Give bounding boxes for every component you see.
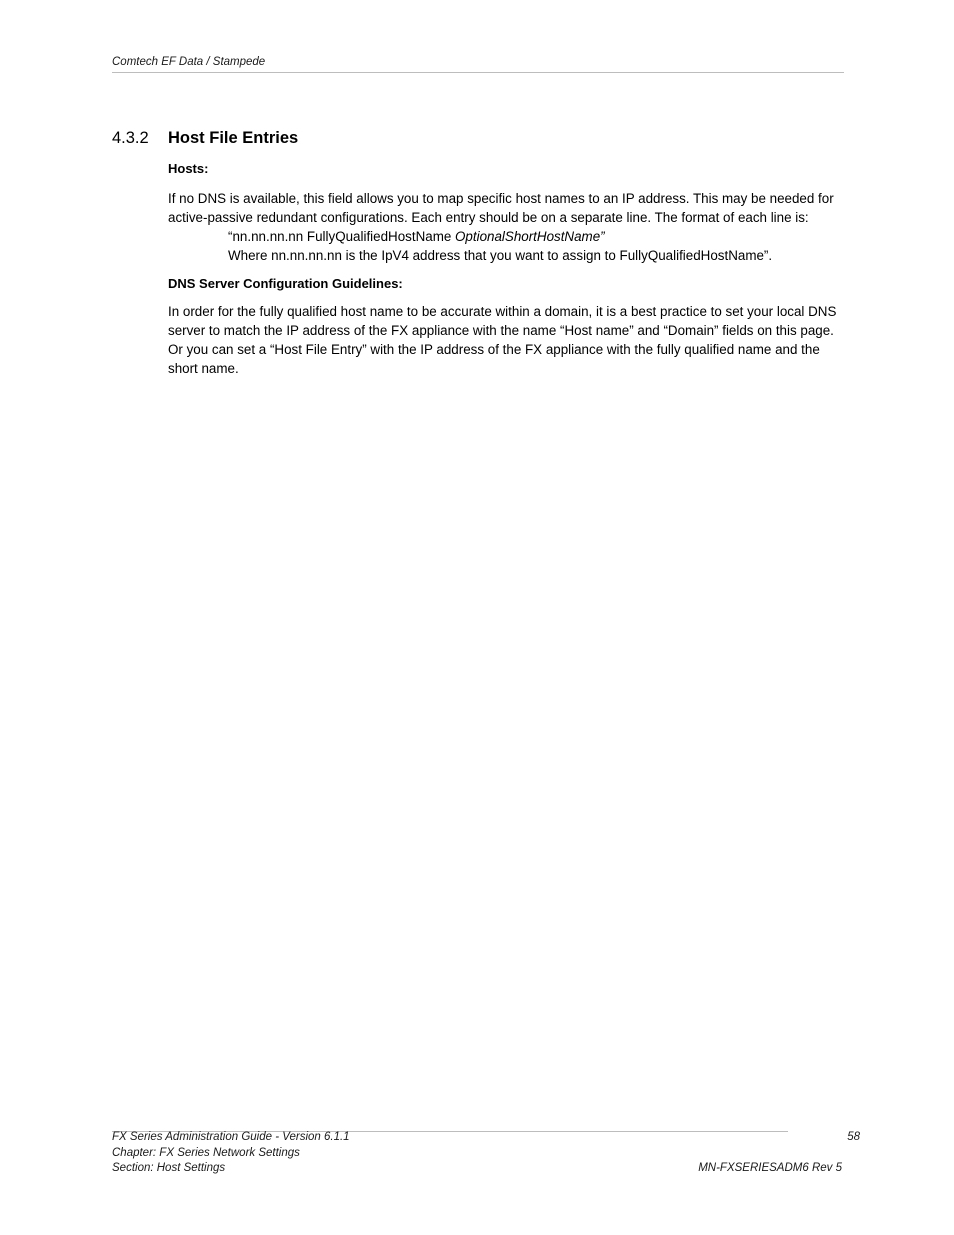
section-number: 4.3.2 [112, 129, 149, 147]
page-header [112, 54, 844, 73]
section-heading [112, 127, 298, 149]
page-number: 58 [847, 1131, 860, 1143]
format-prefix: “nn.nn.nn.nn FullyQualifiedHostName [228, 229, 456, 244]
footer-doc-id: MN-FXSERIESADM6 Rev 5 [698, 1162, 842, 1174]
section-title: Host File Entries [168, 129, 299, 147]
document-body [168, 158, 848, 378]
footer-guide-title: FX Series Administration Guide - Version 6.1.1 [112, 1131, 350, 1143]
dns-guidelines-heading: DNS Server Configuration Guidelines: [168, 276, 403, 291]
format-optional-short-name: OptionalShortHostName” [455, 229, 605, 244]
format-line [228, 227, 848, 246]
page-footer [112, 1130, 860, 1177]
host-line-format [228, 227, 848, 265]
running-title: Comtech EF Data / Stampede [112, 56, 266, 68]
footer-section: Section: Host Settings [112, 1162, 226, 1174]
hosts-heading: Hosts: [168, 161, 209, 176]
footer-chapter: Chapter: FX Series Network Settings [112, 1146, 300, 1159]
hosts-paragraph: If no DNS is available, this field allows you to map specific host names to an IP address. This may be needed for active-passive redundant configurations. Each entry should be on a separate line. The format of each line is: [168, 191, 834, 225]
dns-guidelines-paragraph: In order for the fully qualified host name to be accurate within a domain, it is a best practice to set your local DNS server to match the IP address of the FX appliance with the name “Host name” and “Domain” fields on this page. Or you can set a “Host File Entry” with the IP address of the FX appliance with the fully qualified name and the short name. [168, 304, 837, 376]
format-explanation: Where nn.nn.nn.nn is the IpV4 address that you want to assign to FullyQualifiedHostName”. [228, 248, 773, 263]
